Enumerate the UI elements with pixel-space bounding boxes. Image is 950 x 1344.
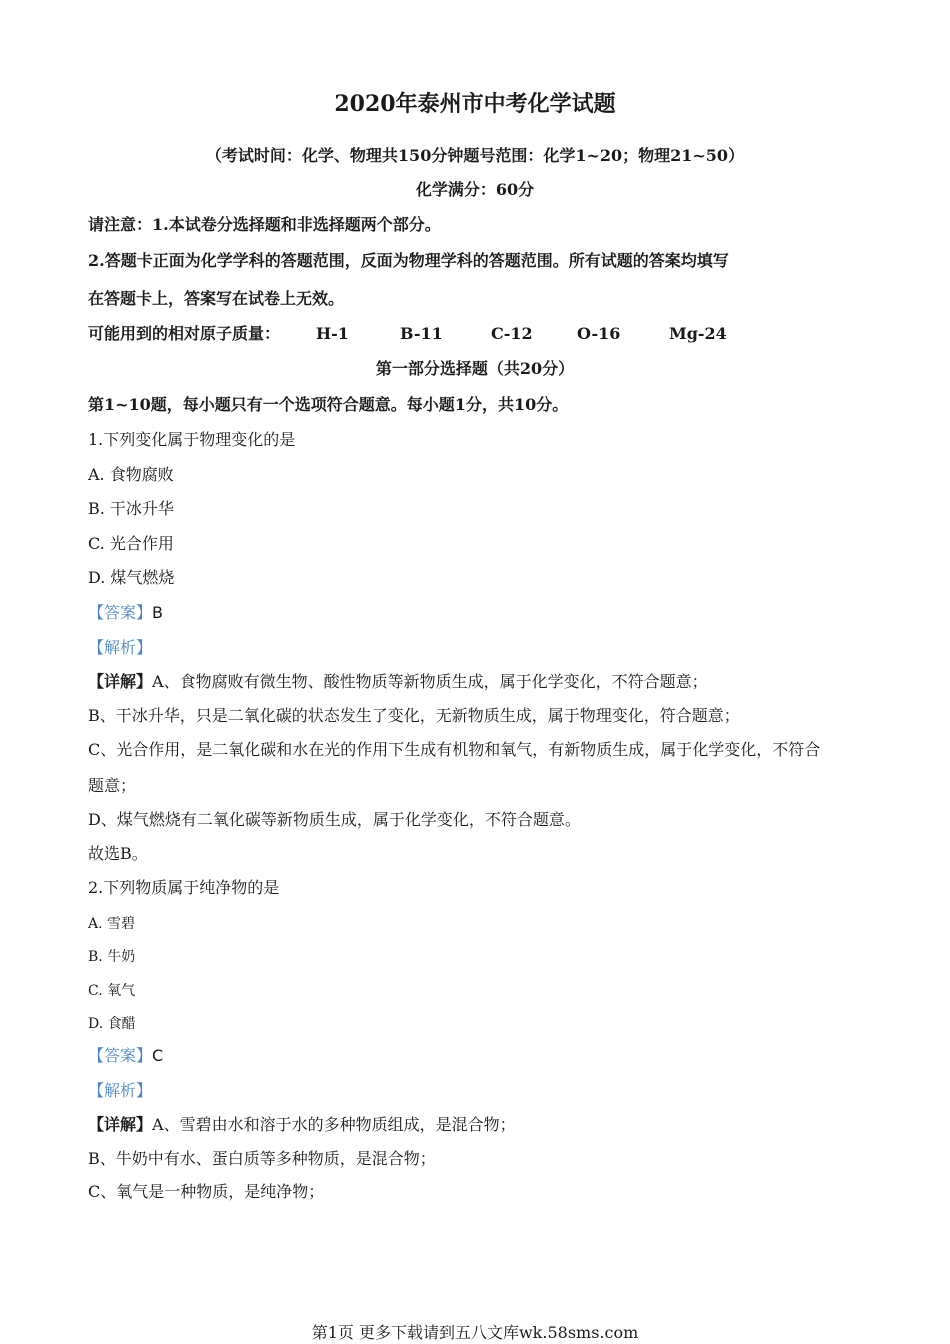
question-1-option-d: D. 煤气燃烧	[88, 568, 175, 587]
question-1-option-b: B. 干冰升华	[88, 499, 174, 518]
exam-time-note: （考试时间：化学、物理共150分钟题号范围：化学1~20；物理21~50）	[205, 146, 745, 165]
page-footer: 第1页 更多下载请到五八文库wk.58sms.com	[311, 1323, 639, 1342]
atomic-mass-o: O-16	[577, 324, 621, 343]
answer-value: C	[152, 1046, 164, 1065]
question-1-answer	[88, 603, 163, 623]
detail-text: A、雪碧由水和溶于水的多种物质组成，是混合物；	[152, 1115, 516, 1134]
question-2-detail-line-3: C、氧气是一种物质，是纯净物；	[88, 1182, 325, 1201]
question-1-conclusion: 故选B。	[88, 844, 148, 863]
question-1-detail-line-3: C、光合作用，是二氧化碳和水在光的作用下生成有机物和氧气，有新物质生成，属于化学变化，不符合	[88, 740, 821, 759]
question-2-detail-line-2: B、牛奶中有水、蛋白质等多种物质，是混合物；	[88, 1149, 436, 1168]
question-1-detail-line-1	[88, 672, 708, 692]
question-2-stem: 2.下列物质属于纯净物的是	[88, 878, 280, 897]
question-2-answer	[88, 1046, 163, 1066]
atomic-mass-c: C-12	[491, 324, 533, 343]
notice-2-line-2: 在答题卡上，答案写在试卷上无效。	[88, 289, 345, 308]
question-1-detail-line-4: 题意；	[88, 776, 137, 795]
answer-label: 【答案】	[88, 1046, 153, 1065]
full-score-note: 化学满分：60分	[415, 180, 535, 199]
detail-text: A、食物腐败有微生物、酸性物质等新物质生成，属于化学变化，不符合题意；	[152, 672, 708, 691]
question-2-option-c: C. 氧气	[88, 983, 136, 999]
question-2-option-d: D. 食醋	[88, 1016, 136, 1032]
atomic-mass-h: H-1	[316, 324, 349, 343]
page-title: 2020年泰州市中考化学试题	[334, 91, 616, 117]
answer-label: 【答案】	[88, 603, 153, 622]
atomic-mass-label: 可能用到的相对原子质量：	[88, 324, 281, 343]
section-title: 第一部分选择题（共20分）	[375, 359, 575, 378]
question-2-option-b: B. 牛奶	[88, 949, 136, 965]
question-1-option-c: C. 光合作用	[88, 534, 174, 553]
detail-label: 【详解】	[88, 672, 153, 691]
question-1-analysis-label: 【解析】	[88, 638, 153, 657]
question-2-detail-line-1	[88, 1115, 516, 1135]
notice-1: 请注意：1.本试卷分选择题和非选择题两个部分。	[88, 215, 441, 234]
atomic-mass-mg: Mg-24	[669, 324, 727, 343]
detail-label: 【详解】	[88, 1115, 153, 1134]
question-2-option-a: A. 雪碧	[88, 916, 136, 932]
atomic-mass-b: B-11	[400, 324, 443, 343]
question-1-detail-line-5: D、煤气燃烧有二氧化碳等新物质生成，属于化学变化，不符合题意。	[88, 810, 581, 829]
question-2-analysis-label: 【解析】	[88, 1081, 153, 1100]
question-1-detail-line-2: B、干冰升华，只是二氧化碳的状态发生了变化，无新物质生成，属于物理变化，符合题意；	[88, 706, 740, 725]
question-1-option-a: A. 食物腐败	[88, 465, 174, 484]
section-instruction: 第1~10题，每小题只有一个选项符合题意。每小题1分，共10分。	[88, 395, 569, 414]
answer-value: B	[152, 603, 163, 622]
notice-2-line-1: 2.答题卡正面为化学学科的答题范围，反面为物理学科的答题范围。所有试题的答案均填写	[88, 251, 729, 270]
question-1-stem: 1.下列变化属于物理变化的是	[88, 430, 296, 449]
